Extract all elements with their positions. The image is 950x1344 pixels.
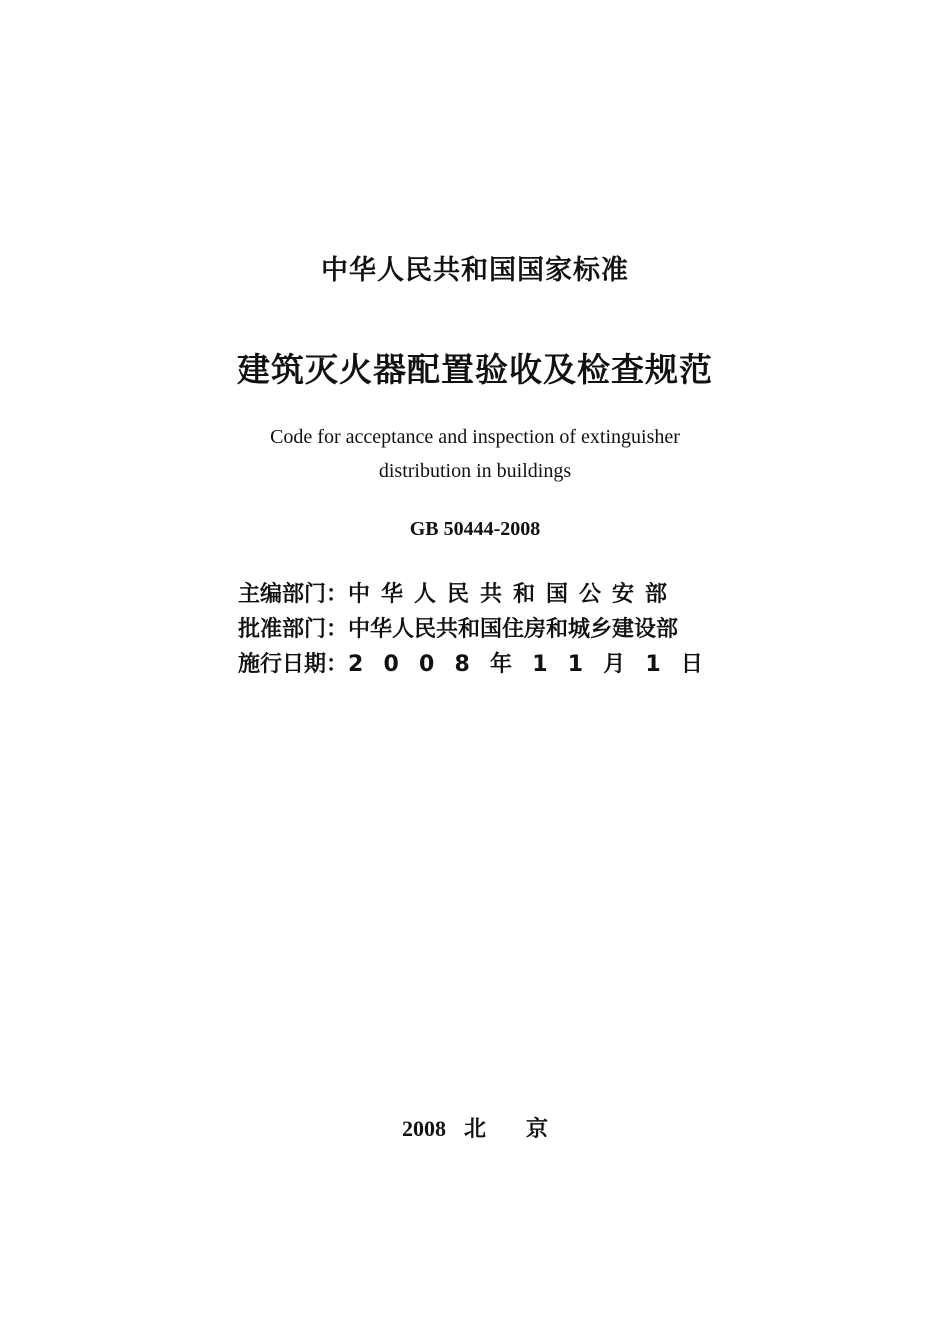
title-english-line-2: distribution in buildings xyxy=(378,460,572,482)
title-english-line-1: Code for acceptance and inspection of extinguisher xyxy=(270,426,680,448)
date-part: 0 xyxy=(383,652,399,677)
editor-row xyxy=(238,577,718,612)
document-title-chinese: 建筑灭火器配置验收及检查规范 xyxy=(237,350,713,389)
standard-code: GB 50444-2008 xyxy=(409,518,541,540)
publication-city-char-2: 京 xyxy=(526,1117,549,1142)
publication-info xyxy=(238,577,718,682)
date-part: 1 xyxy=(645,652,661,677)
document-title-english xyxy=(0,420,950,488)
publication-year: 2008 xyxy=(401,1116,446,1141)
publication-city-char-1: 北 xyxy=(463,1117,486,1142)
publication-footer xyxy=(0,1112,950,1143)
date-part: 月 xyxy=(603,652,626,677)
editor-label: 主编部门： xyxy=(238,582,349,607)
date-part: 1 xyxy=(567,652,584,677)
date-part: 2 xyxy=(348,652,364,677)
date-part: 8 xyxy=(454,652,470,677)
editor-value: 中华人民共和国公安部 xyxy=(348,582,679,607)
date-part: 1 xyxy=(532,652,548,677)
effective-date-label: 施行日期： xyxy=(238,652,349,677)
approver-row xyxy=(238,612,718,647)
effective-date-value xyxy=(348,647,703,682)
date-part: 0 xyxy=(419,652,435,677)
date-part: 日 xyxy=(680,652,703,677)
date-part: 年 xyxy=(490,652,513,677)
approver-value: 中华人民共和国住房和城乡建设部 xyxy=(348,617,679,642)
effective-date-row xyxy=(238,647,718,682)
national-standard-heading: 中华人民共和国国家标准 xyxy=(321,255,629,286)
approver-label: 批准部门： xyxy=(238,617,349,642)
